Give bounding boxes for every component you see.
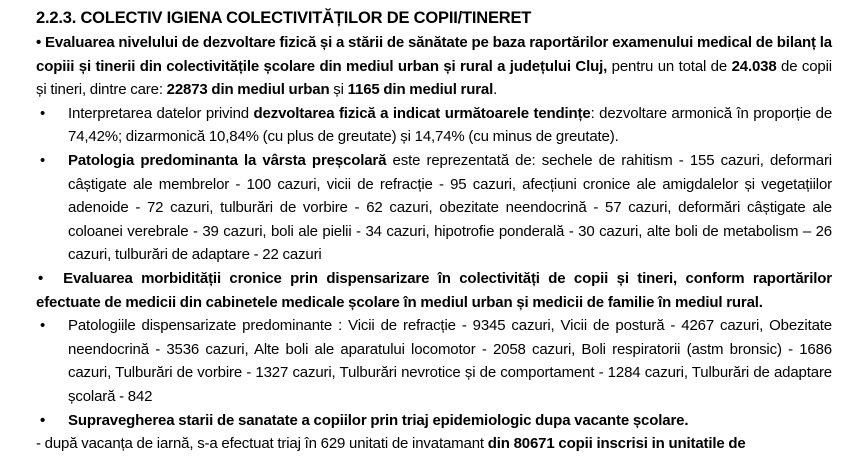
bullet-icon: • <box>40 411 46 429</box>
text-run: : dezvoltare armonică în proporție de 74,42%; dizarmonică 10,84% (cu plus de greutate) și 14,74% (cu minus de greutate). <box>68 104 833 146</box>
text-run: de copii și tineri, dintre care: <box>36 57 832 99</box>
bullet-icon: • <box>40 151 46 169</box>
paragraph-patologiile-dispensarizate <box>36 314 832 408</box>
text-run: . <box>493 81 498 99</box>
paragraph-evaluarea-morbiditatii <box>36 267 832 314</box>
text-run: din 80671 copii inscrisi in unitatile de <box>487 435 746 453</box>
paragraph-patologia-prescolara <box>36 149 832 267</box>
text-run: este reprezentată de: sechele de rahitism - 155 cazuri, deformari câștigate ale membrelor - 100 cazuri, vicii de refracție - 95 cazuri, afecțiuni cronice ale amigdalelor și vegetațiilor adenoide - 72 cazuri, tulburări de vorbire - 62 cazuri, obezitate neendocrină - 57 cazuri, deformări câștigate ale coloanei verebrale - 39 cazuri, boli ale pielii - 34 cazuri, hipotrofie ponderală - 30 cazuri, alte boli de metabolism – 26 cazuri, tulburări de adaptare - 22 cazuri <box>68 151 832 264</box>
text-run: Evaluarea morbidității cronice prin dispensarizare în colectivități de copii și tineri, conform raportărilor efectuate de medicii din cabinetele medicale școlare în mediul urban și medicii de familie în mediul rural. <box>36 269 832 311</box>
paragraph-interpretarea-datelor <box>36 102 832 149</box>
text-run: Patologiile dispensarizate predominante : Vicii de refracție - 9345 cazuri, Vicii de postură - 4267 cazuri, Obezitate neendocrină - 3536 cazuri, Alte boli ale aparatului locomotor - 2058 cazuri, Boli respiratorii (astm bronsic) - 1686 cazuri, Tulburări de vorbire - 1327 cazuri, Tulburări nevrotice și de comportament - 1284 cazuri, Tulburări de adaptare școlară - 842 <box>68 317 832 405</box>
text-run: 24.038 <box>731 57 777 75</box>
text-run: Patologia predominanta la vârsta preșcolară <box>68 151 387 169</box>
text-run: Interpretarea datelor privind <box>68 104 254 122</box>
paragraph-evaluare-dezvoltare-fizica <box>36 31 832 102</box>
text-run: 22873 din mediul urban <box>166 81 330 99</box>
text-run: 1165 din mediul rural <box>347 81 494 99</box>
text-run: - după vacanța de iarnă, s-a efectuat triaj în 629 unitati de invatamant <box>36 435 488 453</box>
bullet-icon: • <box>40 317 46 335</box>
text-run: Evaluarea nivelului de dezvoltare fizică și a stării de sănătate pe baza raportărilor examenului medical de bilanț la copiii și tinerii din colectivitățile școlare din mediul urban și rural a județului Cluj, <box>36 34 832 75</box>
paragraph-triaj-iarna <box>36 432 832 456</box>
text-run: Supravegherea starii de sanatate a copiilor prin triaj epidemiologic dupa vacante școlare. <box>68 411 689 429</box>
bullet-icon: • <box>40 104 46 122</box>
bullet-icon: • <box>38 269 44 287</box>
text-run: dezvoltarea fizică a indicat următoarele tendințe <box>253 104 591 122</box>
text-run: și <box>329 81 348 99</box>
paragraph-supravegherea-starii <box>36 409 832 433</box>
section-heading: 2.2.3. COLECTIV IGIENA COLECTIVITĂȚILOR DE COPII/TINERET <box>36 9 532 27</box>
text-run: pentru un total de <box>607 57 732 75</box>
bullet-icon: • <box>36 34 42 51</box>
